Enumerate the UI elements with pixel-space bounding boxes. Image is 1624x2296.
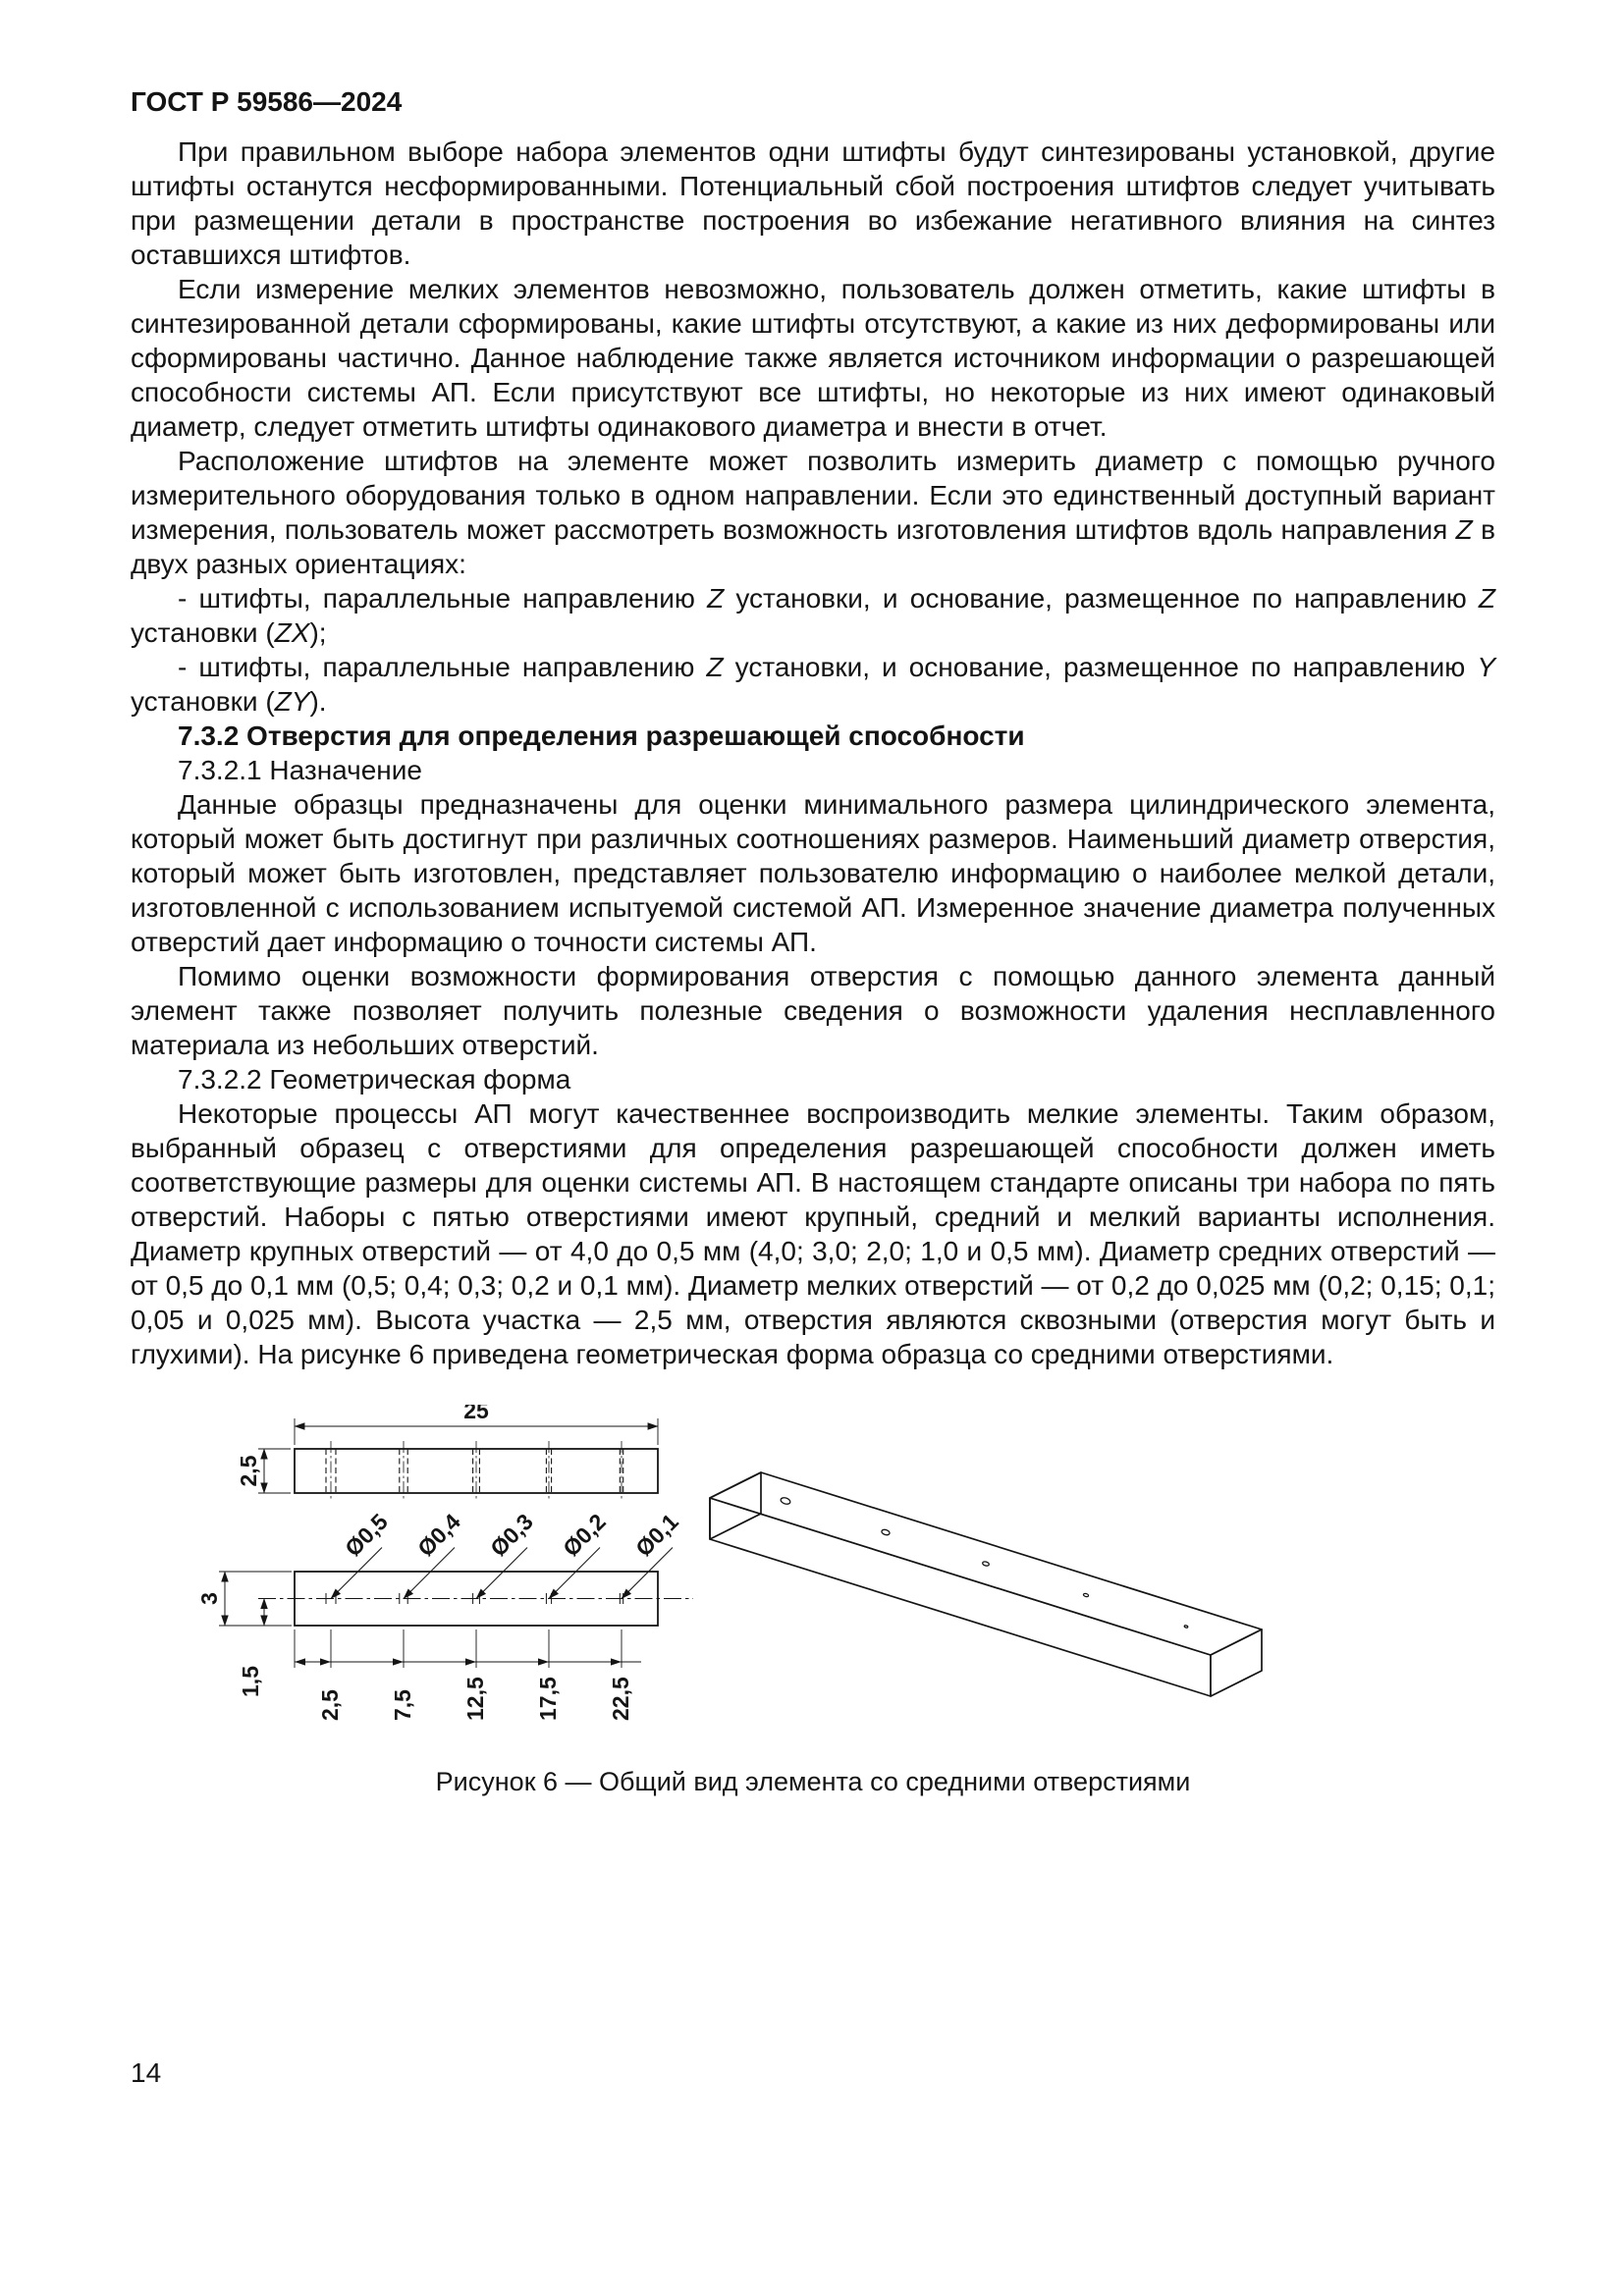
- position-label: 22,5: [608, 1677, 633, 1721]
- text-run: );: [309, 617, 327, 648]
- dim-label-total-width: 25: [463, 1405, 489, 1423]
- hole-hidden-outline: [546, 1441, 551, 1501]
- variable-z: Z: [1478, 583, 1496, 614]
- heading-7-3-2-2: 7.3.2.2 Геометрическая форма: [178, 1064, 571, 1095]
- variable-zx: ZX: [274, 617, 310, 648]
- heading-7-3-2: 7.3.2 Отверстия для определения разрешающей способности: [178, 721, 1025, 751]
- text-run: установки (: [131, 617, 275, 648]
- hole-hidden-outline: [326, 1441, 336, 1501]
- diameter-label: Ø0,3: [485, 1508, 538, 1562]
- position-label: 12,5: [462, 1677, 488, 1721]
- list-item-zx: [131, 581, 1495, 650]
- figure-front-view: [196, 1509, 693, 1721]
- page-content: [131, 84, 1495, 1797]
- paragraph-holes-material: Помимо оценки возможности формирования отверстия с помощью данного элемента данный элемент также позволяет получить полезные сведения о возможности удаления несплавленного материала из небольших отверстий.: [131, 961, 1495, 1060]
- diameter-label: Ø0,1: [630, 1508, 683, 1562]
- text-run: Расположение штифтов на элементе может позволить измерить диаметр с помощью ручного измерительного оборудования только в одном направлении. Если это единственный доступный вариант измерения, пользователь может рассмотреть возможность изготовления штифтов вдоль направления: [131, 446, 1495, 545]
- variable-zy: ZY: [274, 686, 310, 717]
- variable-z: Z: [1455, 514, 1473, 545]
- paragraph-pin-selection: При правильном выборе набора элементов одни штифты будут синтезированы установкой, другие штифты останутся несформированными. Потенциальный сбой построения штифтов следует учитывать при размещении детали в пространстве построения во избежание негативного влияния на синтез оставшихся штифтов.: [131, 136, 1495, 270]
- text-run: в двух разных ориентациях:: [131, 514, 1495, 579]
- dimension-front-height: [196, 1572, 292, 1626]
- text-run: - штифты, параллельные направлению: [178, 583, 708, 614]
- diameter-label: Ø0,5: [340, 1508, 393, 1562]
- page-number: 14: [131, 2057, 162, 2088]
- figure-caption: Рисунок 6 — Общий вид элемента со средними отверстиями: [435, 1767, 1191, 1796]
- position-label: 2,5: [317, 1689, 343, 1721]
- hole-hidden-outline: [400, 1441, 407, 1501]
- heading-7-3-2-1: 7.3.2.1 Назначение: [178, 755, 422, 785]
- variable-y: Y: [1477, 652, 1495, 682]
- running-dimensions: [295, 1629, 641, 1721]
- hole-hidden-outline: [473, 1441, 480, 1501]
- text-run: - штифты, параллельные направлению: [178, 652, 707, 682]
- variable-z: Z: [706, 652, 724, 682]
- text-run: ).: [309, 686, 327, 717]
- dim-label-top-height: 2,5: [236, 1455, 261, 1487]
- hole-hidden-outline: [620, 1441, 623, 1501]
- variable-z: Z: [707, 583, 725, 614]
- dimension-top-height: [236, 1449, 291, 1493]
- dim-label-front-height: 3: [196, 1592, 222, 1605]
- paragraph-pin-measurement: Если измерение мелких элементов невозможно, пользователь должен отметить, какие штифты в синтезированной детали сформированы, какие штифты отсутствуют, а какие из них деформированы или сформированы частично. Данное наблюдение также является источником информации о разрешающей способности системы АП. Если присутствуют все штифты, но некоторые из них имеют одинаковый диаметр, следует отметить штифты одинакового диаметра и внести в отчет.: [131, 274, 1495, 442]
- figure-drawing: [131, 1405, 1495, 1738]
- dim-label-axis-offset: 1,5: [238, 1666, 263, 1697]
- list-item-zy: [131, 650, 1495, 719]
- paragraph-holes-geometry: Некоторые процессы АП могут качественнее воспроизводить мелкие элементы. Таким образом, выбранный образец с отверстиями для определения разрешающей способности должен иметь соответствующие размеры для оценки системы АП. В настоящем стандарте описаны три набора по пять отверстий. Наборы с пятью отверстиями имеют крупный, средний и мелкий варианты исполнения. Диаметр крупных отверстий — от 4,0 до 0,5 мм (4,0; 3,0; 2,0; 1,0 и 0,5 мм). Диаметр средних отверстий — от 0,5 до 0,1 мм (0,5; 0,4; 0,3; 0,2 и 0,1 мм). Диаметр мелких отверстий — от 0,2 до 0,025 мм (0,2; 0,15; 0,1; 0,05 и 0,025 мм). Высота участка — 2,5 мм, отверстия являются сквозными (отверстия могут быть и глухими). На рисунке 6 приведена геометрическая форма образца со средними отверстиями.: [131, 1098, 1495, 1369]
- diameter-label: Ø0,4: [412, 1508, 465, 1562]
- paragraph-holes-purpose: Данные образцы предназначены для оценки минимального размера цилиндрического элемента, который может быть достигнут при различных соотношениях размеров. Наименьший диаметр отверстия, который может быть изготовлен, представляет пользователю информацию о наиболее мелкой детали, изготовленной с использованием испытуемой системой АП. Измеренное значение диаметра полученных отверстий дает информацию о точности системы АП.: [131, 789, 1495, 957]
- figure-isometric-view: [710, 1472, 1262, 1696]
- position-label: 7,5: [390, 1689, 415, 1721]
- diameter-label: Ø0,2: [558, 1508, 611, 1562]
- text-run: установки, и основание, размещенное по направлению: [723, 652, 1478, 682]
- figure-top-view: [236, 1405, 658, 1501]
- dimension-total-width: [295, 1405, 658, 1445]
- position-label: 17,5: [535, 1677, 561, 1721]
- text-run: установки, и основание, размещенное по направлению: [724, 583, 1479, 614]
- paragraph-pin-orientation: [131, 444, 1495, 581]
- text-run: установки (: [131, 686, 275, 717]
- document-header: ГОСТ Р 59586—2024: [131, 86, 403, 117]
- dimension-axis-offset: [238, 1599, 264, 1697]
- figure-6: [131, 1405, 1495, 1797]
